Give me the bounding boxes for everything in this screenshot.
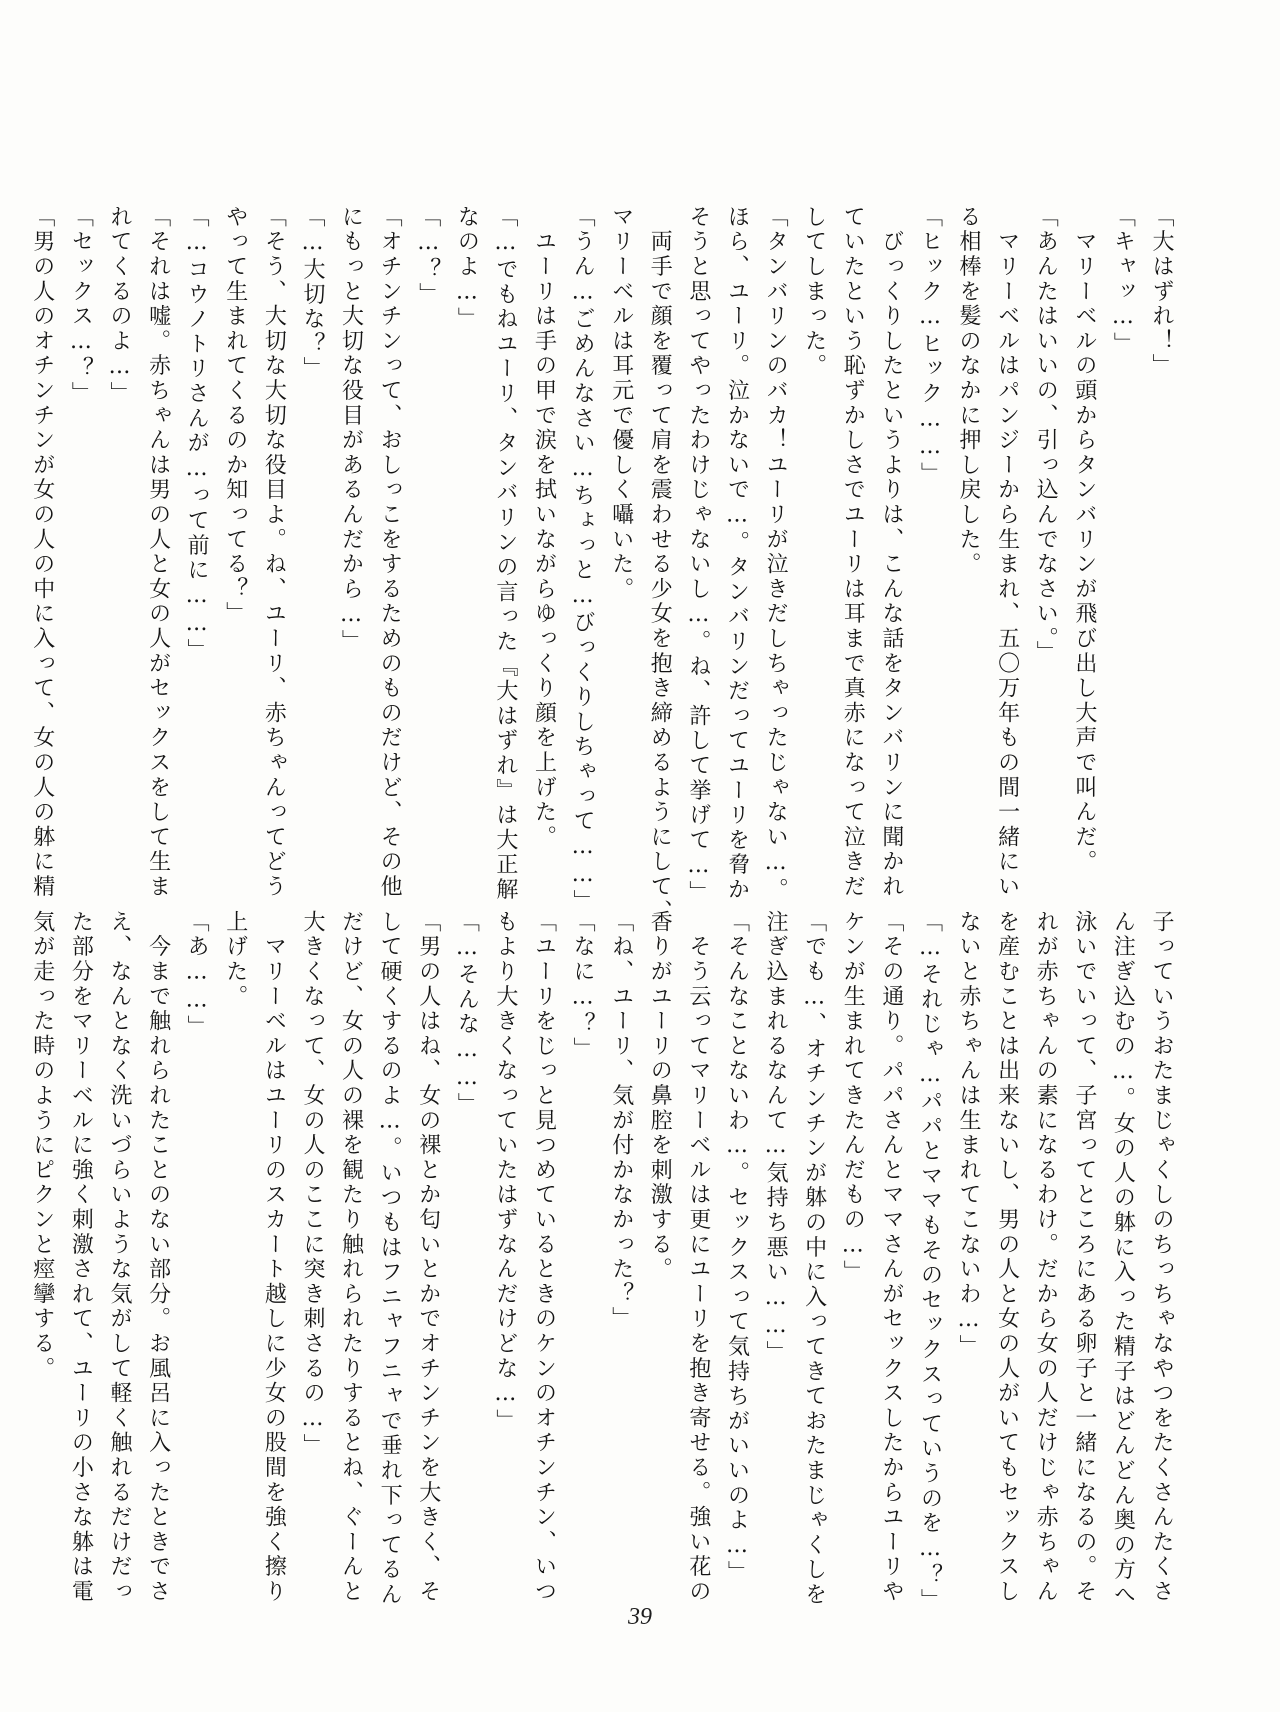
text-line: れてくるのよ…」: [106, 205, 132, 407]
text-line: 「ユーリをじっと見つめているときのケンのオチンチン、いつ: [531, 910, 557, 1605]
text-line: 「…でもねユーリ、タンバリンの言った『大はずれ』は大正解: [492, 205, 518, 903]
text-line: ユーリは手の甲で涙を拭いながらゆっくり顔を上げた。: [531, 205, 557, 850]
text-line: 「…コウノトリさんが…って前に……」: [184, 205, 210, 664]
text-line: そうと思ってやったわけじゃないし…。ね、許して挙げて…」: [685, 205, 711, 906]
text-line: 「うん…ごめんなさい…ちょっと…びっくりしちゃって……」: [570, 205, 596, 915]
text-line: やって生まれてくるのか知ってる？」: [222, 205, 248, 627]
text-line: る相棒を髪のなかに押し戻した。: [956, 205, 982, 577]
text-line: もより大きくなっていたはずなんだけどな…」: [492, 910, 518, 1434]
text-line: 両手で顔を覆って肩を震わせる少女を抱き締めるようにして、: [647, 205, 673, 925]
text-line: 上げた。: [222, 910, 248, 1010]
text-line: マリーベルはパンジーから生まれ、五〇万年もの間一緒にい: [994, 205, 1020, 900]
text-line: 「タンバリンのバカ！ユーリが泣きだしちゃったじゃない…。: [763, 205, 789, 903]
text-line: ていたという恥ずかしさでユーリは耳まで真赤になって泣きだ: [840, 205, 866, 900]
text-line: を産むことは出来ないし、男の人と女の人がいてもセックスし: [994, 910, 1020, 1605]
page-number: 39: [628, 1604, 652, 1630]
text-line: 「それは嘘。赤ちゃんは男の人と女の人がセックスをして生ま: [145, 205, 171, 900]
text-line: 今まで触れられたことのない部分。お風呂に入ったときでさ: [145, 910, 171, 1605]
text-line: ほら、ユーリ。泣かないで…。タンバリンだってユーリを脅か: [724, 205, 750, 903]
text-line: 「…？」: [415, 205, 441, 308]
text-block-top: [29, 205, 1180, 925]
text-line: ん注ぎ込むの…。女の人の躰に入った精子はどんどん奥の方へ: [1110, 910, 1136, 1608]
text-line: 「オチンチンって、おしっこをするためのものだけど、その他: [377, 205, 403, 900]
text-line: え、なんとなく洗いづらいような気がして軽く触れるだけだっ: [106, 910, 132, 1605]
text-line: 「ヒック…ヒック……」: [917, 205, 943, 487]
text-line: なのよ…」: [454, 205, 480, 332]
text-block-bottom: [29, 910, 1180, 1614]
text-line: びっくりしたというよりは、こんな話をタンバリンに聞かれ: [878, 205, 904, 900]
text-line: 「そんなことないわ…。セックスって気持ちがいいのよ…」: [724, 910, 750, 1586]
text-line: た部分をマリーベルに強く刺激されて、ユーリの小さな躰は電: [68, 910, 94, 1605]
text-line: 「…大切な？」: [299, 205, 325, 382]
text-line: だけど、女の人の裸を観たり触れられたりするとね、ぐーんと: [338, 910, 364, 1605]
text-line: 「…そんな……」: [454, 910, 480, 1118]
text-line: 「その通り。パパさんとママさんがセックスしたからユーリや: [878, 910, 904, 1605]
text-line: 「そう、大切な大切な役目よ。ね、ユーリ、赤ちゃんってどう: [261, 205, 287, 900]
text-line: マリーベルは耳元で優しく囁いた。: [608, 205, 634, 602]
text-line: にもっと大切な役目があるんだから…」: [338, 205, 364, 655]
text-line: して硬くするのよ…。いつもはフニャフニャで垂れ下ってるん: [377, 910, 403, 1608]
text-line: 泳いでいって、子宮ってところにある卵子と一緒になるの。そ: [1071, 910, 1097, 1605]
text-line: 大きくなって、女の人のここに突き刺さるの…」: [299, 910, 325, 1459]
text-line: マリーベルの頭からタンバリンが飛び出し大声で叫んだ。: [1071, 205, 1097, 875]
text-line: 「男の人はね、女の裸とか匂いとかでオチンチンを大きく、そ: [415, 910, 441, 1605]
text-line: 「あんたはいいの、引っ込んでなさい。」: [1033, 205, 1059, 666]
text-line: 子っていうおたまじゃくしのちっちゃなやつをたくさんたくさ: [1149, 910, 1174, 1605]
text-line: してしまった。: [801, 205, 827, 379]
text-line: そう云ってマリーベルは更にユーリを抱き寄せる。強い花の: [685, 910, 711, 1605]
text-line: 気が走った時のようにピクンと痙攣する。: [29, 910, 55, 1382]
text-line: ケンが生まれてきたんだもの…」: [840, 910, 866, 1285]
text-line: 注ぎ込まれるなんて…気持ち悪い……」: [763, 910, 789, 1366]
text-line: 「でも…、オチンチンが躰の中に入ってきておたまじゃくしを: [801, 910, 827, 1608]
text-line: マリーベルはユーリのスカート越しに少女の股間を強く擦り: [261, 910, 287, 1605]
text-line: ないと赤ちゃんは生まれてこないわ…」: [956, 910, 982, 1360]
text-line: 香りがユーリの鼻腔を刺激する。: [647, 910, 673, 1282]
text-line: 「大はずれ！」: [1149, 205, 1174, 379]
text-line: れが赤ちゃんの素になるわけ。だから女の人だけじゃ赤ちゃん: [1033, 910, 1059, 1605]
text-line: 「セックス…？」: [68, 205, 94, 407]
text-line: 「なに…？」: [570, 910, 596, 1062]
text-line: 「ね、ユーリ、気が付かなかった？」: [608, 910, 634, 1332]
text-line: 「あ……」: [184, 910, 210, 1040]
text-line: 「キャッ…」: [1110, 205, 1136, 357]
text-line: 「男の人のオチンチンが女の人の中に入って、女の人の躰に精: [29, 205, 55, 900]
text-line: 「…それじゃ…パパとママもそのセックスっていうのを…？」: [917, 910, 943, 1614]
